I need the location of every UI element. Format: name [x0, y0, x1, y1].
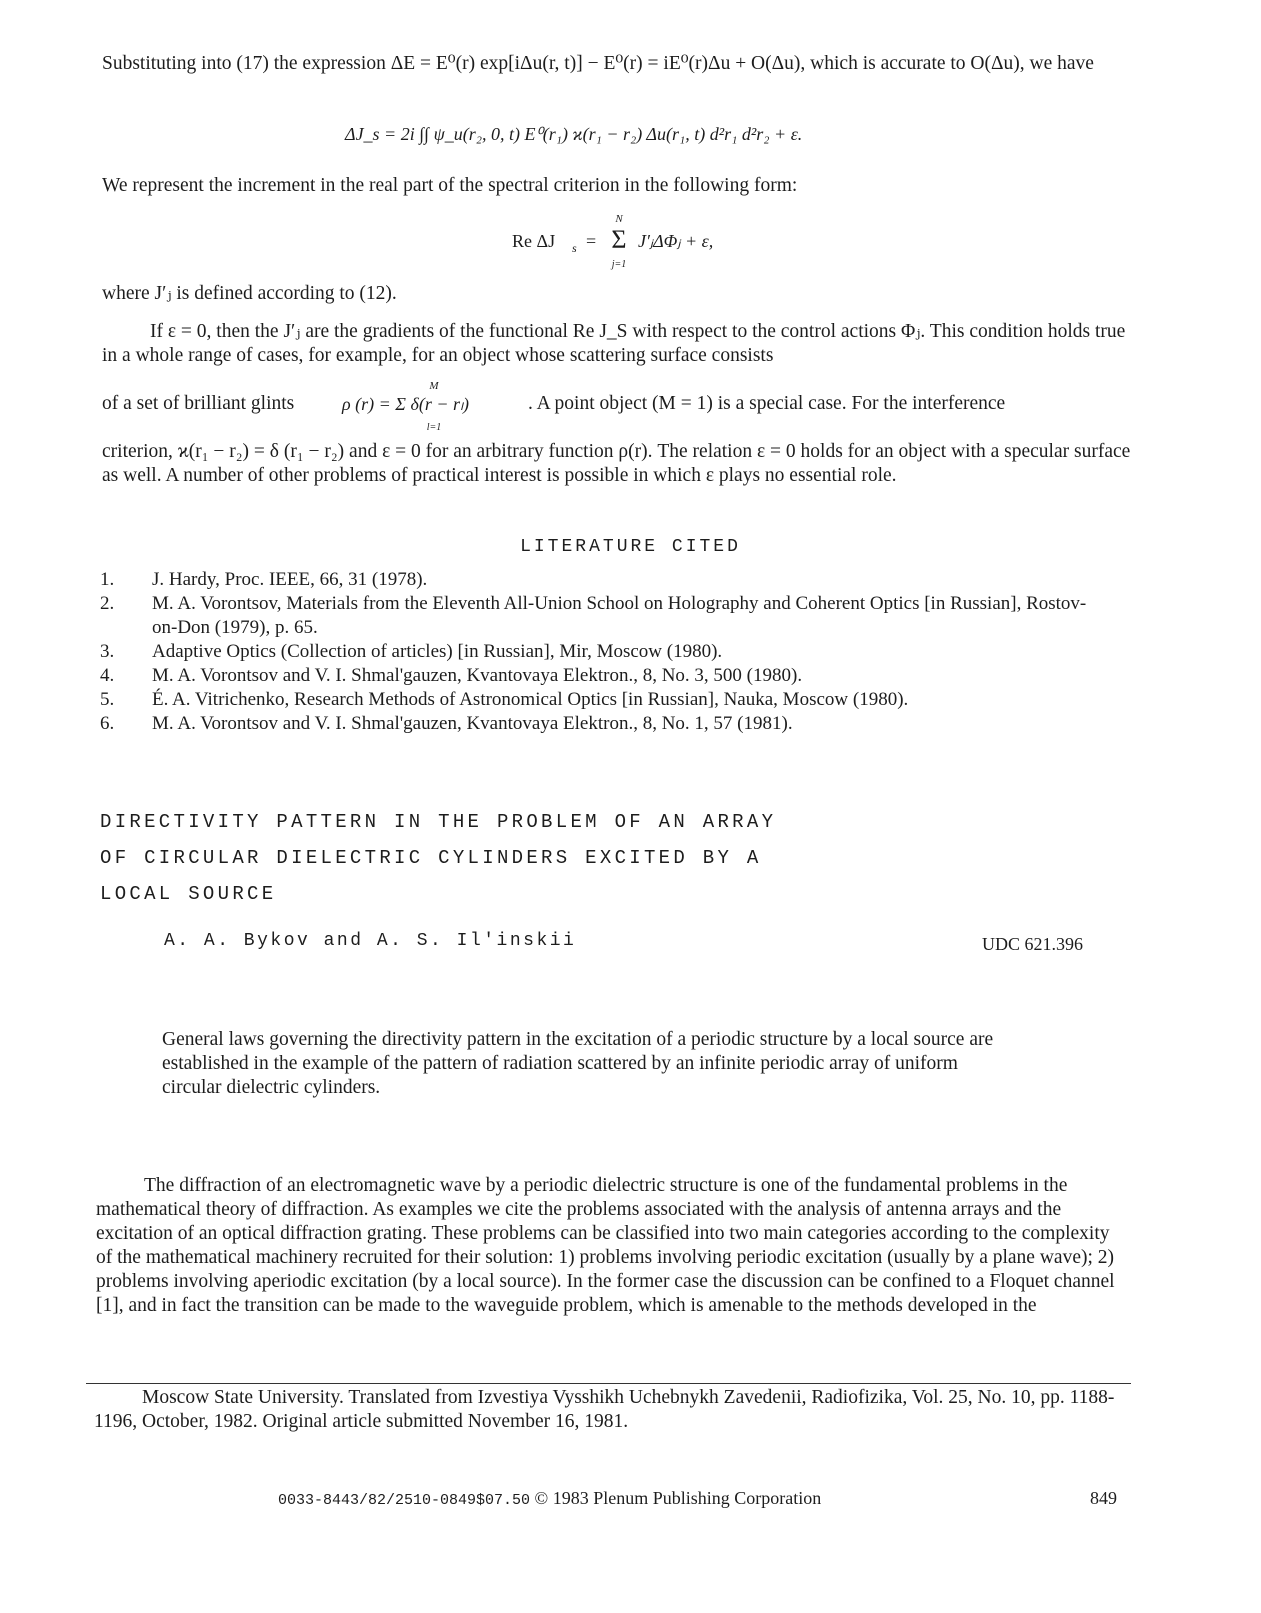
- reference-text: Adaptive Optics (Collection of articles) [in Russian], Mir, Moscow (1980).: [152, 641, 723, 662]
- reference-number: 2.: [100, 593, 115, 614]
- article-title-line-1: DIRECTIVITY PATTERN IN THE PROBLEM OF AN ARRAY: [100, 811, 777, 833]
- reference-number: 1.: [100, 569, 115, 590]
- reference-item: [100, 712, 1110, 736]
- reference-text: M. A. Vorontsov, Materials from the Eleventh All-Union School on Holography and Coherent Optics [in Russian], Rostov-on-Don (1979), p. 65.: [152, 593, 1087, 638]
- footer-code: 0033-8443/82/2510-0849$07.50: [278, 1492, 531, 1509]
- equation-delta-js: ΔJ_s = 2i ∫∫ ψ_u(r₂, 0, t) E⁰(r₁) ϰ(r₁ − r₂) Δu(r₁, t) d²r₁ d²r₂ + ε.: [345, 124, 803, 144]
- eq2-equals: =: [586, 231, 597, 251]
- reference-number: 6.: [100, 713, 115, 734]
- eq2-sum-lower: j=1: [611, 259, 627, 270]
- article-title: [100, 804, 900, 912]
- eq2-sum-upper: N: [615, 213, 623, 225]
- reference-item: [100, 688, 1110, 712]
- eq2-lhs-subscript: s: [572, 241, 577, 255]
- footer: [278, 1488, 821, 1509]
- reference-number: 4.: [100, 665, 115, 686]
- paragraph-glints-line: [102, 378, 1137, 433]
- reference-text: M. A. Vorontsov and V. I. Shmal'gauzen, Kvantovaya Elektron., 8, No. 1, 57 (1981).: [152, 713, 793, 734]
- literature-cited-heading: LITERATURE CITED: [520, 537, 741, 557]
- glints-sum-lower: l=1: [426, 422, 442, 433]
- paragraph-substitution: Substituting into (17) the expression ΔE = E⁰(r) exp[iΔu(r, t)] − E⁰(r) = iE⁰(r)Δu + O(Δu), which is accurate to O(Δu), we have: [102, 53, 1094, 74]
- glints-equation: ρ (r) = Σ δ(r − rₗ): [342, 394, 469, 414]
- article-title-line-3: LOCAL SOURCE: [100, 883, 277, 905]
- sigma-icon: Σ: [611, 225, 627, 254]
- reference-item: [100, 592, 1110, 640]
- footer-copyright: © 1983 Plenum Publishing Corporation: [534, 1488, 822, 1508]
- eq2-rhs: J′ⱼΔΦⱼ + ε,: [638, 231, 714, 251]
- authors: A. A. Bykov and A. S. Il'inskii: [164, 931, 577, 951]
- paragraph-increment: We represent the increment in the real part of the spectral criterion in the following form:: [102, 175, 798, 196]
- abstract: General laws governing the directivity pattern in the excitation of a periodic structure by a local source are established in the example of the pattern of radiation scattered by an infinite periodic array of uniform circular dielectric cylinders.: [162, 1029, 994, 1098]
- page-number: 849: [1090, 1488, 1117, 1508]
- reference-text: M. A. Vorontsov and V. I. Shmal'gauzen, Kvantovaya Elektron., 8, No. 3, 500 (1980).: [152, 665, 803, 686]
- equation-re-delta-js: [512, 213, 772, 273]
- article-title-line-2: OF CIRCULAR DIELECTRIC CYLINDERS EXCITED BY A: [100, 847, 762, 869]
- footnote-rule: [86, 1383, 1131, 1384]
- reference-number: 5.: [100, 689, 115, 710]
- footnote: Moscow State University. Translated from Izvestiya Vysshikh Uchebnykh Zavedenii, Radiofizika, Vol. 25, No. 10, pp. 1188-1196, October, 1982. Original article submitted November 16, 1981.: [94, 1387, 1115, 1432]
- reference-item: [100, 664, 1110, 688]
- body-paragraph: The diffraction of an electromagnetic wave by a periodic dielectric structure is one of the fundamental problems in the mathematical theory of diffraction. As examples we cite the problems associated with the analysis of antenna arrays and the excitation of an optical diffraction grating. These problems can be classified into two main categories according to the complexity of the mathematical machinery recruited for their solution: 1) problems involving periodic excitation (usually by a plane wave); 2) problems involving aperiodic excitation (by a local source). In the former case the discussion can be confined to a Floquet channel [1], and in fact the transition can be made to the waveguide problem, which is amenable to the methods developed in the: [96, 1175, 1115, 1316]
- reference-text: É. A. Vitrichenko, Research Methods of Astronomical Optics [in Russian], Nauka, Moscow (1980).: [152, 689, 909, 710]
- eq2-lhs: Re ΔJ: [512, 231, 556, 251]
- glints-sum-upper: M: [429, 380, 439, 392]
- glints-text-continued: . A point object (M = 1) is a special case. For the interference: [528, 393, 1006, 414]
- reference-text: J. Hardy, Proc. IEEE, 66, 31 (1978).: [152, 569, 428, 590]
- reference-list: [100, 568, 1110, 736]
- paragraph-gradients: If ε = 0, then the J′ⱼ are the gradients of the functional Re J_S with respect to the control actions Φⱼ. This condition holds true in a whole range of cases, for example, for an object whose scattering surface consists: [102, 321, 1126, 366]
- paragraph-criterion: criterion, ϰ(r₁ − r₂) = δ (r₁ − r₂) and ε = 0 for an arbitrary function ρ(r). The relation ε = 0 holds for an object with a specular surface as well. A number of other problems of practical interest is possible in which ε plays no essential role.: [102, 441, 1131, 486]
- reference-item: [100, 568, 1110, 592]
- reference-number: 3.: [100, 641, 115, 662]
- glints-text: of a set of brilliant glints: [102, 393, 295, 414]
- udc-code: UDC 621.396: [982, 934, 1084, 954]
- reference-item: [100, 640, 1110, 664]
- paragraph-where: where J′ⱼ is defined according to (12).: [102, 283, 397, 304]
